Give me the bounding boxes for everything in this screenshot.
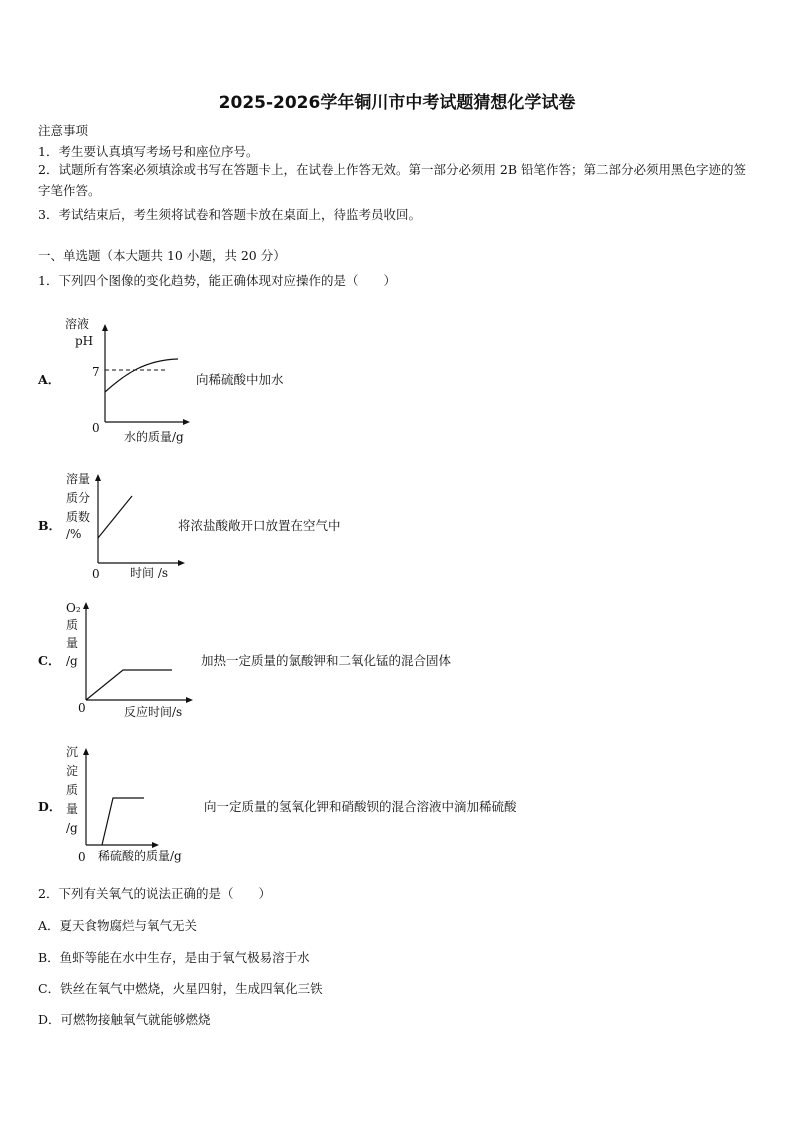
graph-d-ylabel-3: 质 bbox=[66, 783, 79, 797]
graph-d-ylabel-5: /g bbox=[66, 821, 78, 835]
q2-option-c: C．铁丝在氧气中燃烧，火星四射，生成四氧化三铁 bbox=[38, 981, 323, 996]
graph-d-ylabel-1: 沉 bbox=[66, 745, 79, 759]
option-d-desc: 向一定质量的氢氧化钾和硝酸钡的混合溶液中滴加稀硫酸 bbox=[204, 799, 517, 814]
graph-b-ylabel-3: 质数 bbox=[66, 510, 91, 524]
page-title: 2025-2026学年铜川市中考试题猜想化学试卷 bbox=[218, 93, 576, 113]
graph-b-origin: 0 bbox=[92, 567, 100, 581]
notice-item-2: 2．试题所有答案必须填涂或书写在答题卡上，在试卷上作答无效。第一部分必须用 2B 铅笔作答；第二部分必须用黑色字迹的签字笔作答。 bbox=[38, 162, 747, 198]
graph-c bbox=[60, 600, 210, 725]
graph-b-xlabel: 时间 /s bbox=[130, 566, 169, 580]
notice-item-1: 1．考生要认真填写考场号和座位序号。 bbox=[38, 144, 259, 159]
graph-a-xlabel: 水的质量/g bbox=[124, 430, 184, 444]
option-c-label: C． bbox=[38, 653, 61, 668]
option-b-desc: 将浓盐酸敞开口放置在空气中 bbox=[178, 518, 341, 533]
graph-d-origin: 0 bbox=[78, 850, 86, 864]
graph-b-ylabel-4: /% bbox=[66, 527, 82, 541]
q2-option-b: B．鱼虾等能在水中生存，是由于氧气极易溶于水 bbox=[38, 950, 310, 965]
graph-d-ylabel-4: 量 bbox=[66, 802, 79, 816]
option-a-label: A． bbox=[38, 372, 61, 387]
graph-d-ylabel-2: 淀 bbox=[66, 764, 79, 778]
q2-option-a: A．夏天食物腐烂与氧气无关 bbox=[38, 918, 198, 933]
section-heading: 一、单选题（本大题共 10 小题，共 20 分） bbox=[38, 248, 286, 263]
graph-a bbox=[60, 312, 200, 447]
graph-a-ph7-label: 7 bbox=[92, 365, 100, 379]
question-1-stem: 1．下列四个图像的变化趋势，能正确体现对应操作的是（ ） bbox=[38, 273, 396, 288]
option-c-desc: 加热一定质量的氯酸钾和二氧化锰的混合固体 bbox=[201, 653, 452, 668]
option-b-label: B． bbox=[38, 518, 62, 533]
question-2-stem: 2．下列有关氧气的说法正确的是（ ） bbox=[38, 886, 271, 901]
graph-a-origin: 0 bbox=[92, 421, 100, 435]
graph-c-ylabel-4: /g bbox=[66, 654, 78, 668]
notice-heading: 注意事项 bbox=[38, 123, 89, 138]
graph-a-ylabel-2: pH bbox=[75, 334, 94, 348]
graph-c-ylabel-3: 量 bbox=[66, 636, 79, 650]
graph-b-ylabel-2: 质分 bbox=[66, 491, 91, 505]
option-a-desc: 向稀硫酸中加水 bbox=[196, 372, 284, 387]
graph-c-ylabel-1: O₂ bbox=[66, 601, 81, 615]
graph-c-xlabel: 反应时间/s bbox=[124, 705, 183, 719]
q2-option-d: D．可燃物接触氧气就能够燃烧 bbox=[38, 1012, 211, 1027]
graph-b-ylabel-1: 溶量 bbox=[66, 472, 91, 486]
graph-d-xlabel: 稀硫酸的质量/g bbox=[98, 849, 182, 863]
graph-c-ylabel-2: 质 bbox=[66, 618, 79, 632]
graph-a-ylabel-1: 溶液 bbox=[65, 317, 90, 331]
graph-c-origin: 0 bbox=[78, 701, 86, 715]
notice-item-3: 3．考试结束后，考生须将试卷和答题卡放在桌面上，待监考员收回。 bbox=[38, 207, 421, 222]
option-d-label: D． bbox=[38, 799, 62, 814]
graph-d bbox=[60, 742, 220, 867]
